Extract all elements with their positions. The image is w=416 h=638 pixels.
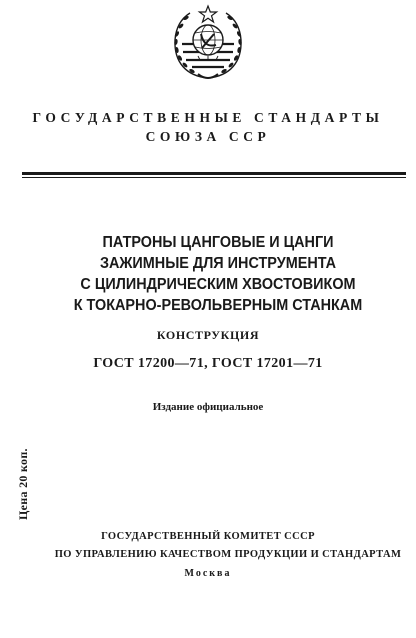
document-title (52, 232, 383, 316)
ussr-emblem-icon (168, 4, 248, 84)
header-subtitle: СОЮЗА ССР (145, 129, 271, 144)
title-line: К ТОКАРНО-РЕВОЛЬВЕРНЫМ СТАНКАМ (73, 297, 363, 314)
title-line: ЗАЖИМНЫЕ ДЛЯ ИНСТРУМЕНТА (99, 255, 337, 272)
standard-numbers: ГОСТ 17200—71, ГОСТ 17201—71 (93, 356, 323, 371)
title-line: ПАТРОНЫ ЦАНГОВЫЕ И ЦАНГИ (102, 234, 334, 251)
publisher-line: ГОСУДАРСТВЕННЫЙ КОМИТЕТ СССР (101, 531, 315, 542)
header-divider-thin (22, 177, 406, 178)
title-line: С ЦИЛИНДРИЧЕСКИМ ХВОСТОВИКОМ (80, 276, 356, 293)
publisher-city: Москва (184, 568, 232, 579)
header-divider-thick (22, 172, 406, 175)
document-subtitle: КОНСТРУКЦИЯ (156, 328, 260, 342)
publisher-line: ПО УПРАВЛЕНИЮ КАЧЕСТВОМ ПРОДУКЦИИ И СТАНДАРТАМ (54, 549, 402, 560)
price-label: Цена 20 коп. (16, 448, 30, 520)
header-title: ГОСУДАРСТВЕННЫЕ СТАНДАРТЫ (32, 110, 384, 125)
edition-label: Издание официальное (152, 401, 264, 413)
